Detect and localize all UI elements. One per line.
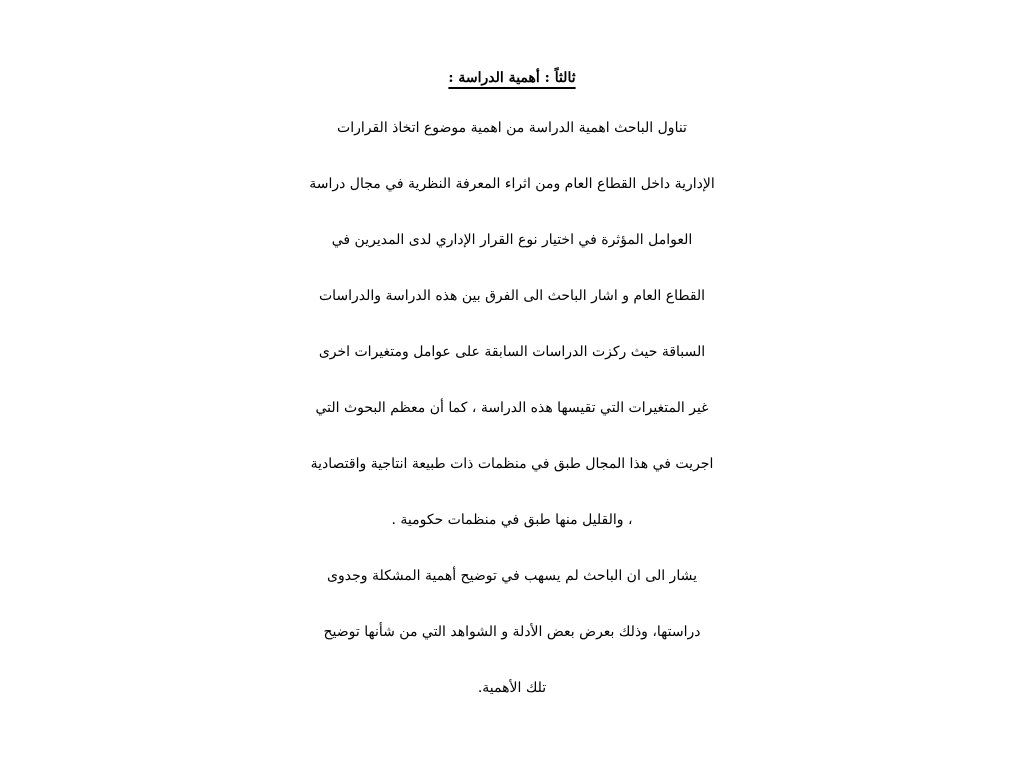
- section-heading: ثالثاً : أهمية الدراسة :: [448, 70, 576, 86]
- paragraph-line: القطاع العام و اشار الباحث الى الفرق بين هذه الدراسة والدراسات: [318, 288, 706, 304]
- paragraph-critique: [8, 548, 1016, 716]
- paragraph-line: اجريت في هذا المجال طبق في منظمات ذات طبيعة انتاجية واقتصادية: [310, 456, 714, 472]
- paragraph-line: العوامل المؤثرة في اختيار نوع القرار الإداري لدى المديرين في: [331, 232, 693, 248]
- slide-content: [8, 58, 1016, 716]
- paragraph-line: تلك الأهمية.: [477, 680, 547, 696]
- paragraph-line: دراستها، وذلك بعرض بعض الأدلة و الشواهد التي من شأنها توضيح: [323, 624, 701, 640]
- paragraph-line: يشار الى ان الباحث لم يسهب في توضيح أهمية المشكلة وجدوى: [327, 568, 697, 584]
- paragraph-line: السباقة حيث ركزت الدراسات السابقة على عوامل ومتغيرات اخرى: [318, 344, 706, 360]
- paragraph-line: ، والقليل منها طبق في منظمات حكومية .: [391, 512, 633, 528]
- paragraph-line: غير المتغيرات التي تقيسها هذه الدراسة ، كما أن معظم البحوث التي: [315, 400, 709, 416]
- paragraph-line: تناول الباحث اهمية الدراسة من اهمية موضوع اتخاذ القرارات: [337, 120, 687, 136]
- paragraph-importance: [8, 100, 1016, 548]
- paragraph-line: الإدارية داخل القطاع العام ومن اثراء المعرفة النظرية في مجال دراسة: [309, 176, 715, 192]
